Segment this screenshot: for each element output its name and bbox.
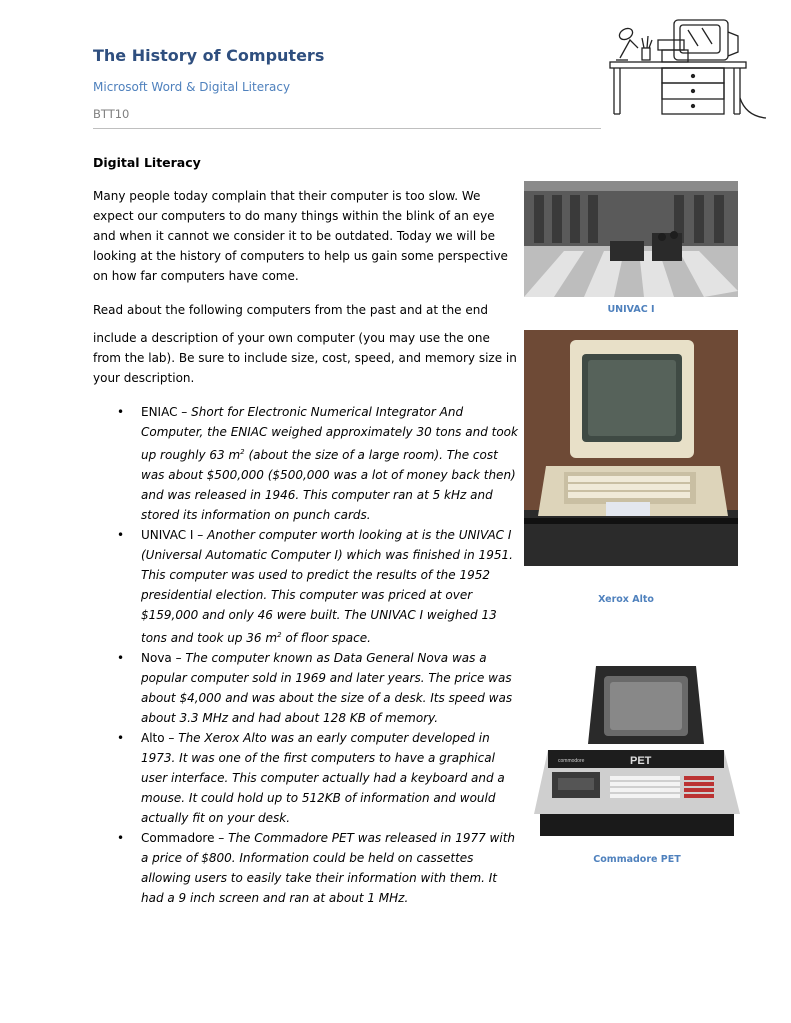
computer-desk-clipart-icon — [606, 18, 772, 122]
list-item: • Nova – The computer known as Data General Nova was a popular computer sold in 1969 and later years. The price was about $4,000 and was about the size of a desk. Its speed was about 3.3 MHz and had about 128 KB of memory. — [93, 648, 518, 728]
bullet-dot-icon: • — [117, 528, 125, 542]
pet-maker-label: commodore — [558, 758, 585, 764]
computer-description: The Xerox Alto was an early computer developed in 1973. It was one of the first computers to have a graphical user interface. This computer actually had a keyboard and a mouse. It could hold up to 512KB of information and would actually fit on your desk. — [141, 731, 505, 825]
bullet-dot-icon: • — [117, 651, 125, 665]
computer-description: The Commadore PET was released in 1977 with a price of $800. Information could be held on cassettes allowing users to easily take their information with them. It had a 9 inch screen and ran at about 1 MHz. — [141, 831, 516, 905]
section-heading: Digital Literacy — [93, 155, 201, 170]
computer-description: Short for Electronic Numerical Integrator And Computer, the ENIAC weighed approximately 30 tons and took up roughly 63 $m^2$ (about the size of a large room). The cost was about $500,000 ($500,000 was a lot of money back then) and was released in 1946. This computer ran at 5 kHz and stored its information on punch cards. — [141, 405, 518, 522]
list-item: • ENIAC – Short for Electronic Numerical Integrator And Computer, the ENIAC weighed approximately 30 tons and took up roughly 63 $m^2$ (about the size of a large room). The cost was about $500,000 ($500,000 was a lot of money back then) and was released in 1946. This computer ran at 5 kHz and stored its information on punch cards. — [93, 402, 518, 525]
xerox-alto-photo — [524, 330, 738, 566]
read-instruction-continued: include a description of your own computer (you may use the one from the lab). Be sure to include size, cost, speed, and memory size in your description. — [93, 331, 517, 385]
computer-description: The computer known as Data General Nova was a popular computer sold in 1969 and later years. The price was about $4,000 and was about the size of a desk. Its speed was about 3.3 MHz and had about 128 KB of memory. — [141, 651, 513, 725]
read-instruction-line: Read about the following computers from the past and at the end — [93, 303, 488, 317]
course-code: BTT10 — [93, 107, 130, 121]
computer-name: Commadore — [141, 831, 215, 845]
list-item: • Commadore – The Commadore PET was released in 1977 with a price of $800. Information could be held on cassettes allowing users to easily take their information with them. It had a 9 inch screen and ran at about 1 MHz. — [93, 828, 518, 908]
document-title: The History of Computers — [93, 46, 325, 65]
bullet-dot-icon: • — [117, 831, 125, 845]
document-subtitle: Microsoft Word & Digital Literacy — [93, 80, 291, 94]
pet-brand-label: PET — [630, 755, 652, 767]
caption-xerox-alto: Xerox Alto — [598, 594, 654, 605]
computer-description: Another computer worth looking at is the UNIVAC I (Universal Automatic Computer I) which was finished in 1951. This computer was used to predict the results of the 1952 presidential election. This computer was priced at over $159,000 and only 46 were built. The UNIVAC I weighed 13 tons and took up 36 $m^2$ of floor space. — [141, 528, 513, 645]
list-item: • Alto – The Xerox Alto was an early computer developed in 1973. It was one of the first computers to have a graphical user interface. This computer actually had a keyboard and a mouse. It could hold up to 512KB of information and would actually fit on your desk. — [93, 728, 518, 828]
caption-univac: UNIVAC I — [607, 304, 655, 315]
univac-photo — [524, 181, 738, 297]
caption-commodore-pet: Commadore PET — [593, 854, 681, 865]
bullet-dot-icon: • — [117, 405, 125, 419]
bullet-dot-icon: • — [117, 731, 125, 745]
header-divider — [93, 128, 601, 129]
list-item: • UNIVAC I – Another computer worth looking at is the UNIVAC I (Universal Automatic Computer I) which was finished in 1951. This computer was used to predict the results of the 1952 presidential election. This computer was priced at over $159,000 and only 46 were built. The UNIVAC I weighed 13 tons and took up 36 $m^2$ of floor space. — [93, 525, 518, 648]
intro-paragraph: Many people today complain that their computer is too slow. We expect our computers to do many things within the blink of an eye and when it cannot we consider it to be outdated. Today we will be looking at the history of computers to help us gain some perspective on how far computers have come. — [93, 189, 508, 283]
computer-name: ENIAC — [141, 405, 178, 419]
computer-name: Nova — [141, 651, 172, 665]
computer-list — [93, 402, 518, 908]
computer-name: UNIVAC I — [141, 528, 194, 542]
computer-name: Alto — [141, 731, 165, 745]
commodore-pet-photo — [534, 664, 740, 848]
